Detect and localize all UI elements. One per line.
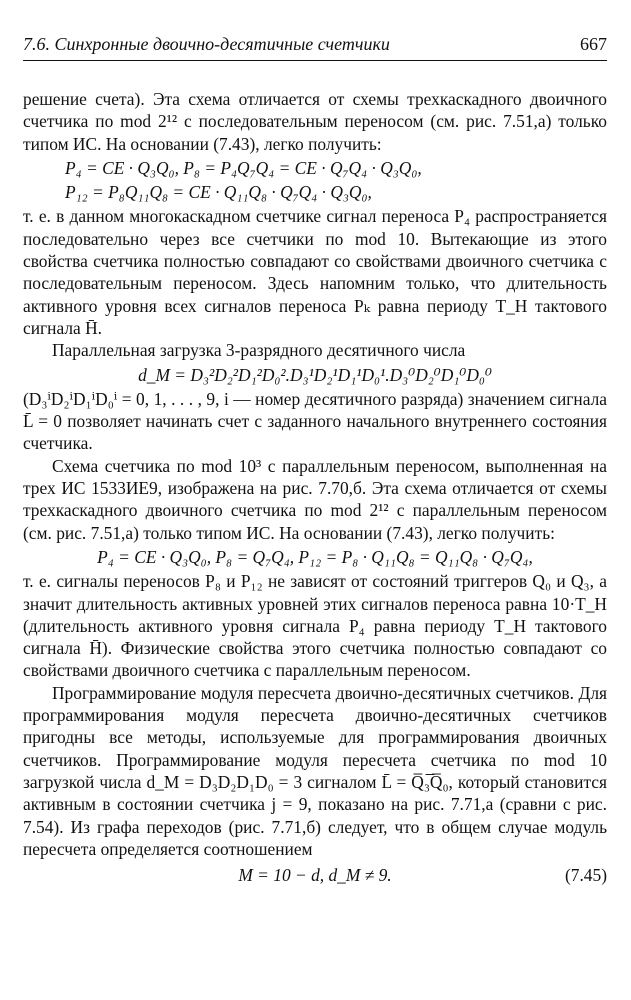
paragraph-3: Параллельная загрузка 3-разрядного десятичного числа: [52, 340, 466, 361]
equation-5-line: [23, 864, 607, 886]
header-title: 7.6. Синхронные двоично-десятичные счетчики: [23, 34, 390, 54]
paragraph-4: (D₃ⁱD₂ⁱD₁ⁱD₀ⁱ = 0, 1, . . . , 9, i — номер десятичного разряда) значением сигнала L̄ = 0 позволяет начинать счет с заданного начального внутреннего состояния счетчика.: [23, 388, 607, 454]
equation-1: P₄ = CE · Q₃Q₀, P₈ = P₄Q₇Q₄ = CE · Q₇Q₄ · Q₃Q₀,: [65, 157, 422, 178]
equation-5: M = 10 − d, d_M ≠ 9.: [238, 865, 392, 886]
page-number: 667: [580, 34, 607, 54]
paragraph-5: Схема счетчика по mod 10³ с параллельным переносом, выполненная на трех ИС 1533ИЕ9, изображена на рис. 7.70,б. Эта схема отличается от схемы трехкаскадного двоичного счетчика по mod 2¹² с параллельным переносом (см. рис. 7.51,а) только типом ИС. На основании (7.43), легко получить:: [23, 455, 607, 543]
equation-4: P₄ = CE · Q₃Q₀, P₈ = Q₇Q₄, P₁₂ = P₈ · Q₁₁Q₈ = Q₁₁Q₈ · Q₇Q₄,: [97, 546, 533, 567]
body-text: [23, 88, 607, 886]
running-header: [23, 34, 607, 59]
equation-2: P₁₂ = P₈Q₁₁Q₈ = CE · Q₁₁Q₈ · Q₇Q₄ · Q₃Q₀,: [65, 182, 372, 203]
paragraph-2: т. е. в данном многокаскадном счетчике сигнал переноса P₄ распространяется последовательно через все счетчики по mod 10. Вытекающие из этого свойства счетчика полностью совпадают со свойствами двоичного счетчика с последовательным переносом. Здесь напомним только, что длительность активного уровня всех сигналов переноса Pₖ равна периоду T_H тактового сигнала H̄.: [23, 206, 607, 338]
header-rule: [23, 60, 607, 61]
equation-5-number: (7.45): [564, 865, 607, 886]
equation-3: d_M = D₃²D₂²D₁²D₀².D₃¹D₂¹D₁¹D₀¹.D₃⁰D₂⁰D₁⁰D₀⁰: [138, 364, 492, 385]
paragraph-6: т. е. сигналы переносов P₈ и P₁₂ не зависят от состояний триггеров Q₀ и Q₃, а значит длительность активных уровней этих сигналов переноса равна 10·T_H (длительность активного уровня сигнала P₄ равна периоду T_H тактового сигнала H̄). Физические свойства этого счетчика полностью совпадают со свойствами двоичного счетчика с параллельным переносом.: [23, 571, 607, 681]
paragraph-1: решение счета). Эта схема отличается от схемы трехкаскадного двоичного счетчика по mod 2¹² с последовательным переносом (см. рис. 7.51,а) только типом ИС. На основании (7.43), легко получить:: [23, 89, 607, 154]
paragraph-7: Программирование модуля пересчета двоично-десятичных счетчиков. Для программирования модуля пересчета двоично-десятичных счетчиков пригодны все методы, используемые для программирования двоичных счетчиков. Программирование модуля пересчета счетчика по mod 10 загрузкой числа d_M = D₃D₂D₁D₀ = 3 сигналом L̄ = Q̅₃̅Q̅₀, который становится активным в состоянии счетчика j = 9, показано на рис. 7.71,а (сравни с рис. 7.54). Из графа переходов (рис. 7.71,б) следует, что в общем случае модуль пересчета определяется соотношением: [23, 682, 607, 859]
